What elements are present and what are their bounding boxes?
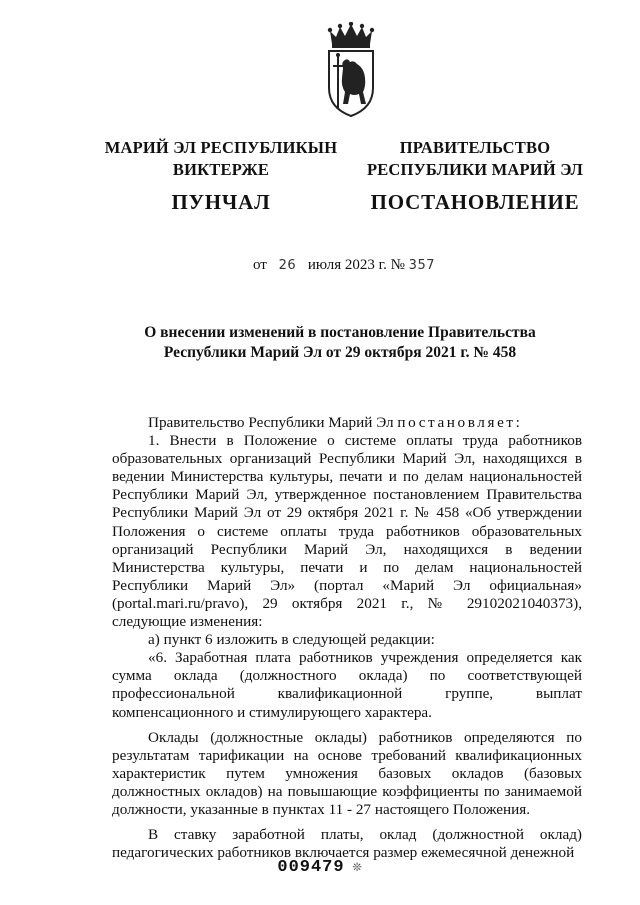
body-paragraph-5: В ставку заработной платы, оклад (должностной оклад) педагогических работников включается размер ежемесячной денежной: [112, 826, 582, 862]
date-day: 26: [278, 258, 297, 273]
header-left-line2: ВИКТЕРЖЕ: [172, 160, 270, 179]
date-prefix: от: [252, 257, 267, 273]
coat-of-arms-icon: [326, 22, 376, 118]
serial-number: 009479: [277, 858, 345, 877]
document-title: [100, 323, 580, 363]
ornament-icon: ❊: [352, 859, 363, 876]
date-rest: июля 2023 г. №: [307, 257, 405, 273]
body-intro-text: Правительство Республики Марий Эл: [148, 414, 394, 431]
body-paragraph-3: «6. Заработная плата работников учреждения определяется как сумма оклада (должностного оклада) по соответствующей профессиональной квалификационной группе, выплат компенсационного и стимулирующего характера.: [112, 649, 582, 721]
body-intro-verb: постановляет:: [397, 414, 523, 431]
header-right-block: [360, 137, 590, 213]
header-right-doc-type: ПОСТАНОВЛЕНИЕ: [370, 190, 580, 214]
body-intro: [112, 414, 582, 432]
body-paragraph-2: а) пункт 6 изложить в следующей редакции:: [148, 631, 435, 649]
document-title-line1: О внесении изменений в постановление Правительства: [144, 324, 536, 341]
footer-serial: [0, 857, 640, 877]
document-body: [112, 414, 582, 862]
document-number: 357: [408, 258, 435, 273]
header-left-block: [96, 137, 346, 213]
header-right-line2: РЕСПУБЛИКИ МАРИЙ ЭЛ: [366, 160, 584, 179]
document-date-line: [0, 257, 640, 274]
body-paragraph-1: 1. Внести в Положение о системе оплаты труда работников образовательных организаций Республики Марий Эл, находящихся в ведении Министерства культуры, печати и по делам национальностей Республики Марий Эл, утвержденное постановлением Правительства Республики Марий Эл от 29 октября 2021 г. № 458 «Об утверждении Положения о системе оплаты труда работников образовательных организаций Республики Марий Эл, находящихся в ведении Министерства культуры, печати и по делам национальностей Республики Марий Эл» (портал «Марий Эл официальная» (portal.mari.ru/pravo), 29 октября 2021 г., № 29102021040373), следующие изменения:: [112, 432, 582, 631]
header-left-line1: МАРИЙ ЭЛ РЕСПУБЛИКЫН: [104, 138, 338, 157]
document-title-line2: Республики Марий Эл от 29 октября 2021 г. № 458: [163, 344, 517, 361]
header-left-doc-type: ПУНЧАЛ: [171, 190, 271, 214]
body-paragraph-4: Оклады (должностные оклады) работников определяются по результатам тарификации на основе требований квалификационных характеристик путем умножения базовых окладов (базовых должностных окладов) на повышающие коэффициенты по занимаемой должности, указанные в пунктах 11 - 27 настоящего Положения.: [112, 728, 582, 818]
header-right-line1: ПРАВИТЕЛЬСТВО: [399, 138, 551, 157]
